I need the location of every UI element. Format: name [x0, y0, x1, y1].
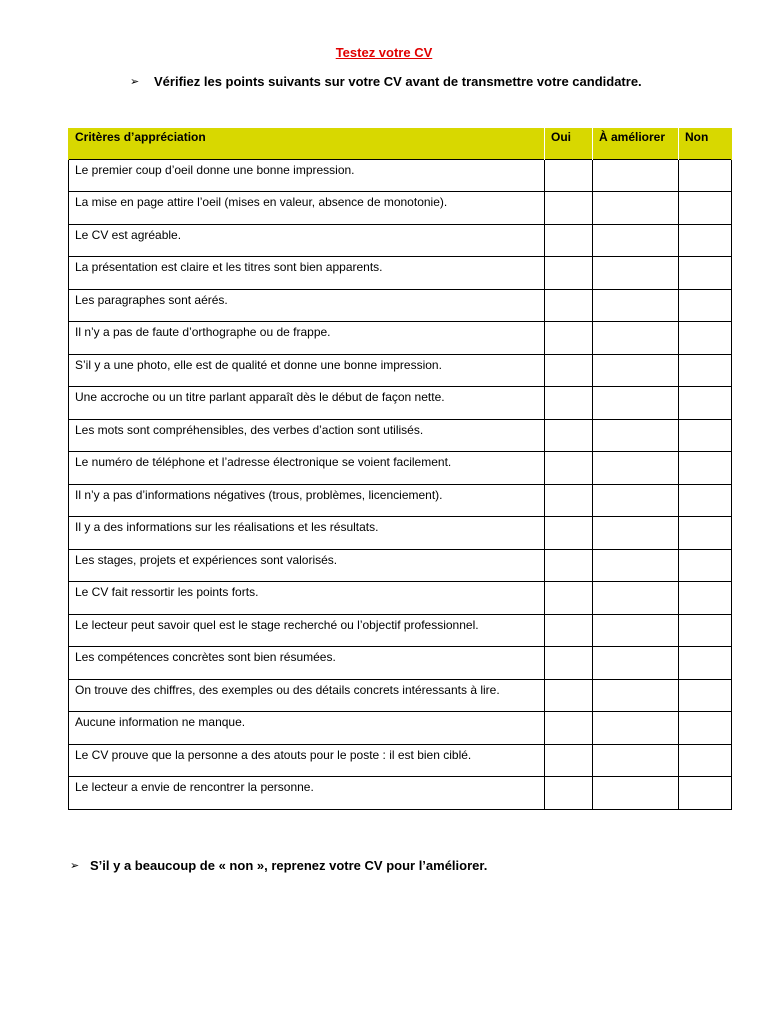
oui-cell[interactable] — [545, 322, 593, 355]
criterion-text: Aucune information ne manque. — [69, 712, 545, 745]
ameliorer-cell[interactable] — [593, 549, 679, 582]
arrow-bullet-icon: ➢ — [70, 860, 80, 872]
oui-cell[interactable] — [545, 224, 593, 257]
outro-line — [70, 858, 487, 873]
criterion-text: S’il y a une photo, elle est de qualité et donne une bonne impression. — [69, 354, 545, 387]
criterion-text: Les paragraphes sont aérés. — [69, 289, 545, 322]
table-row — [69, 517, 732, 550]
criterion-text: Les stages, projets et expériences sont valorisés. — [69, 549, 545, 582]
non-cell[interactable] — [679, 679, 732, 712]
table-row — [69, 452, 732, 485]
non-cell[interactable] — [679, 159, 732, 192]
criterion-text: La présentation est claire et les titres sont bien apparents. — [69, 257, 545, 290]
oui-cell[interactable] — [545, 777, 593, 810]
oui-cell[interactable] — [545, 549, 593, 582]
intro-text: Vérifiez les points suivants sur votre CV avant de transmettre votre candidatre. — [154, 74, 642, 89]
non-cell[interactable] — [679, 419, 732, 452]
non-cell[interactable] — [679, 192, 732, 225]
criterion-text: Le CV est agréable. — [69, 224, 545, 257]
criteria-table — [68, 128, 732, 810]
oui-cell[interactable] — [545, 744, 593, 777]
table-row — [69, 582, 732, 615]
oui-cell[interactable] — [545, 419, 593, 452]
non-cell[interactable] — [679, 452, 732, 485]
non-cell[interactable] — [679, 484, 732, 517]
table-row — [69, 354, 732, 387]
table-row — [69, 419, 732, 452]
criterion-text: Le CV prouve que la personne a des atouts pour le poste : il est bien ciblé. — [69, 744, 545, 777]
ameliorer-cell[interactable] — [593, 419, 679, 452]
non-cell[interactable] — [679, 354, 732, 387]
header-oui: Oui — [545, 128, 593, 159]
criterion-text: On trouve des chiffres, des exemples ou des détails concrets intéressants à lire. — [69, 679, 545, 712]
ameliorer-cell[interactable] — [593, 582, 679, 615]
table-row — [69, 647, 732, 680]
header-ameliorer: À améliorer — [593, 128, 679, 159]
criterion-text: Il y a des informations sur les réalisations et les résultats. — [69, 517, 545, 550]
table-row — [69, 744, 732, 777]
non-cell[interactable] — [679, 517, 732, 550]
table-row — [69, 549, 732, 582]
table-row — [69, 387, 732, 420]
criterion-text: Le numéro de téléphone et l’adresse électronique se voient facilement. — [69, 452, 545, 485]
criterion-text: Le lecteur peut savoir quel est le stage recherché ou l’objectif professionnel. — [69, 614, 545, 647]
page-title: Testez votre CV — [335, 45, 433, 60]
ameliorer-cell[interactable] — [593, 192, 679, 225]
table-row — [69, 289, 732, 322]
ameliorer-cell[interactable] — [593, 777, 679, 810]
table-row — [69, 484, 732, 517]
criterion-text: Les mots sont compréhensibles, des verbes d’action sont utilisés. — [69, 419, 545, 452]
oui-cell[interactable] — [545, 712, 593, 745]
non-cell[interactable] — [679, 647, 732, 680]
non-cell[interactable] — [679, 549, 732, 582]
oui-cell[interactable] — [545, 484, 593, 517]
non-cell[interactable] — [679, 614, 732, 647]
header-criteria: Critères d’appréciation — [69, 128, 545, 159]
oui-cell[interactable] — [545, 387, 593, 420]
ameliorer-cell[interactable] — [593, 517, 679, 550]
criterion-text: Il n’y a pas d’informations négatives (trous, problèmes, licenciement). — [69, 484, 545, 517]
intro-line — [130, 74, 642, 89]
criterion-text: Le premier coup d’oeil donne une bonne impression. — [69, 159, 545, 192]
oui-cell[interactable] — [545, 582, 593, 615]
criterion-text: Les compétences concrètes sont bien résumées. — [69, 647, 545, 680]
criterion-text: Le lecteur a envie de rencontrer la personne. — [69, 777, 545, 810]
oui-cell[interactable] — [545, 192, 593, 225]
oui-cell[interactable] — [545, 517, 593, 550]
table-row — [69, 712, 732, 745]
ameliorer-cell[interactable] — [593, 744, 679, 777]
non-cell[interactable] — [679, 257, 732, 290]
oui-cell[interactable] — [545, 452, 593, 485]
ameliorer-cell[interactable] — [593, 354, 679, 387]
oui-cell[interactable] — [545, 289, 593, 322]
non-cell[interactable] — [679, 289, 732, 322]
header-non: Non — [679, 128, 732, 159]
table-row — [69, 192, 732, 225]
ameliorer-cell[interactable] — [593, 289, 679, 322]
non-cell[interactable] — [679, 582, 732, 615]
oui-cell[interactable] — [545, 257, 593, 290]
non-cell[interactable] — [679, 777, 732, 810]
ameliorer-cell[interactable] — [593, 159, 679, 192]
oui-cell[interactable] — [545, 354, 593, 387]
table-header-row — [69, 128, 732, 159]
table-row — [69, 777, 732, 810]
table-row — [69, 679, 732, 712]
ameliorer-cell[interactable] — [593, 224, 679, 257]
table-row — [69, 257, 732, 290]
non-cell[interactable] — [679, 712, 732, 745]
oui-cell[interactable] — [545, 614, 593, 647]
ameliorer-cell[interactable] — [593, 322, 679, 355]
table-row — [69, 224, 732, 257]
oui-cell[interactable] — [545, 159, 593, 192]
ameliorer-cell[interactable] — [593, 712, 679, 745]
oui-cell[interactable] — [545, 647, 593, 680]
criterion-text: Il n’y a pas de faute d’orthographe ou de frappe. — [69, 322, 545, 355]
ameliorer-cell[interactable] — [593, 679, 679, 712]
ameliorer-cell[interactable] — [593, 614, 679, 647]
table-row — [69, 159, 732, 192]
criterion-text: La mise en page attire l’oeil (mises en valeur, absence de monotonie). — [69, 192, 545, 225]
table-row — [69, 614, 732, 647]
non-cell[interactable] — [679, 387, 732, 420]
criterion-text: Le CV fait ressortir les points forts. — [69, 582, 545, 615]
non-cell[interactable] — [679, 322, 732, 355]
non-cell[interactable] — [679, 224, 732, 257]
arrow-bullet-icon: ➢ — [130, 76, 140, 88]
ameliorer-cell[interactable] — [593, 452, 679, 485]
ameliorer-cell[interactable] — [593, 257, 679, 290]
non-cell[interactable] — [679, 744, 732, 777]
ameliorer-cell[interactable] — [593, 647, 679, 680]
criterion-text: Une accroche ou un titre parlant apparaît dès le début de façon nette. — [69, 387, 545, 420]
oui-cell[interactable] — [545, 679, 593, 712]
ameliorer-cell[interactable] — [593, 484, 679, 517]
ameliorer-cell[interactable] — [593, 387, 679, 420]
table-row — [69, 322, 732, 355]
outro-text: S’il y a beaucoup de « non », reprenez votre CV pour l’améliorer. — [90, 858, 488, 873]
